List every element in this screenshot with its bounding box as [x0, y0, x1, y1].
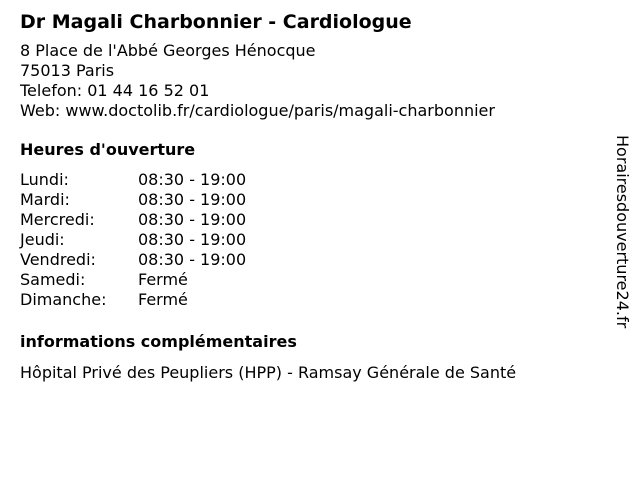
- phone-number: Telefon: 01 44 16 52 01: [20, 81, 210, 100]
- hours-row-saturday: [20, 270, 600, 290]
- day-label: Vendredi:: [20, 250, 96, 269]
- page-title: Dr Magali Charbonnier - Cardiologue: [20, 11, 412, 33]
- day-label: Mercredi:: [20, 210, 95, 229]
- listing-card: [20, 9, 600, 383]
- city-postal: 75013 Paris: [20, 61, 115, 80]
- hours-heading: Heures d'ouverture: [20, 140, 196, 159]
- day-label: Mardi:: [20, 190, 70, 209]
- side-brand-watermark: Horairesdouverture24.fr: [613, 135, 632, 329]
- day-label: Samedi:: [20, 270, 86, 289]
- street-address: 8 Place de l'Abbé Georges Hénocque: [20, 41, 316, 60]
- time-value: 08:30 - 19:00: [138, 190, 247, 209]
- info-text: Hôpital Privé des Peupliers (HPP) - Ramsay Générale de Santé: [20, 363, 517, 382]
- day-label: Lundi:: [20, 170, 69, 189]
- hours-row-friday: [20, 250, 600, 270]
- hours-row-monday: [20, 170, 600, 190]
- time-value: 08:30 - 19:00: [138, 250, 247, 269]
- info-heading: informations complémentaires: [20, 332, 297, 351]
- time-value: 08:30 - 19:00: [138, 210, 247, 229]
- address-block: [20, 41, 600, 121]
- hours-table: [20, 170, 600, 310]
- time-value: 08:30 - 19:00: [138, 230, 247, 249]
- day-label: Dimanche:: [20, 290, 107, 309]
- day-label: Jeudi:: [20, 230, 65, 249]
- time-value: Fermé: [138, 270, 188, 289]
- time-value: 08:30 - 19:00: [138, 170, 247, 189]
- hours-row-wednesday: [20, 210, 600, 230]
- time-value: Fermé: [138, 290, 188, 309]
- website-url: Web: www.doctolib.fr/cardiologue/paris/magali-charbonnier: [20, 101, 495, 120]
- hours-row-thursday: [20, 230, 600, 250]
- hours-row-sunday: [20, 290, 600, 310]
- hours-row-tuesday: [20, 190, 600, 210]
